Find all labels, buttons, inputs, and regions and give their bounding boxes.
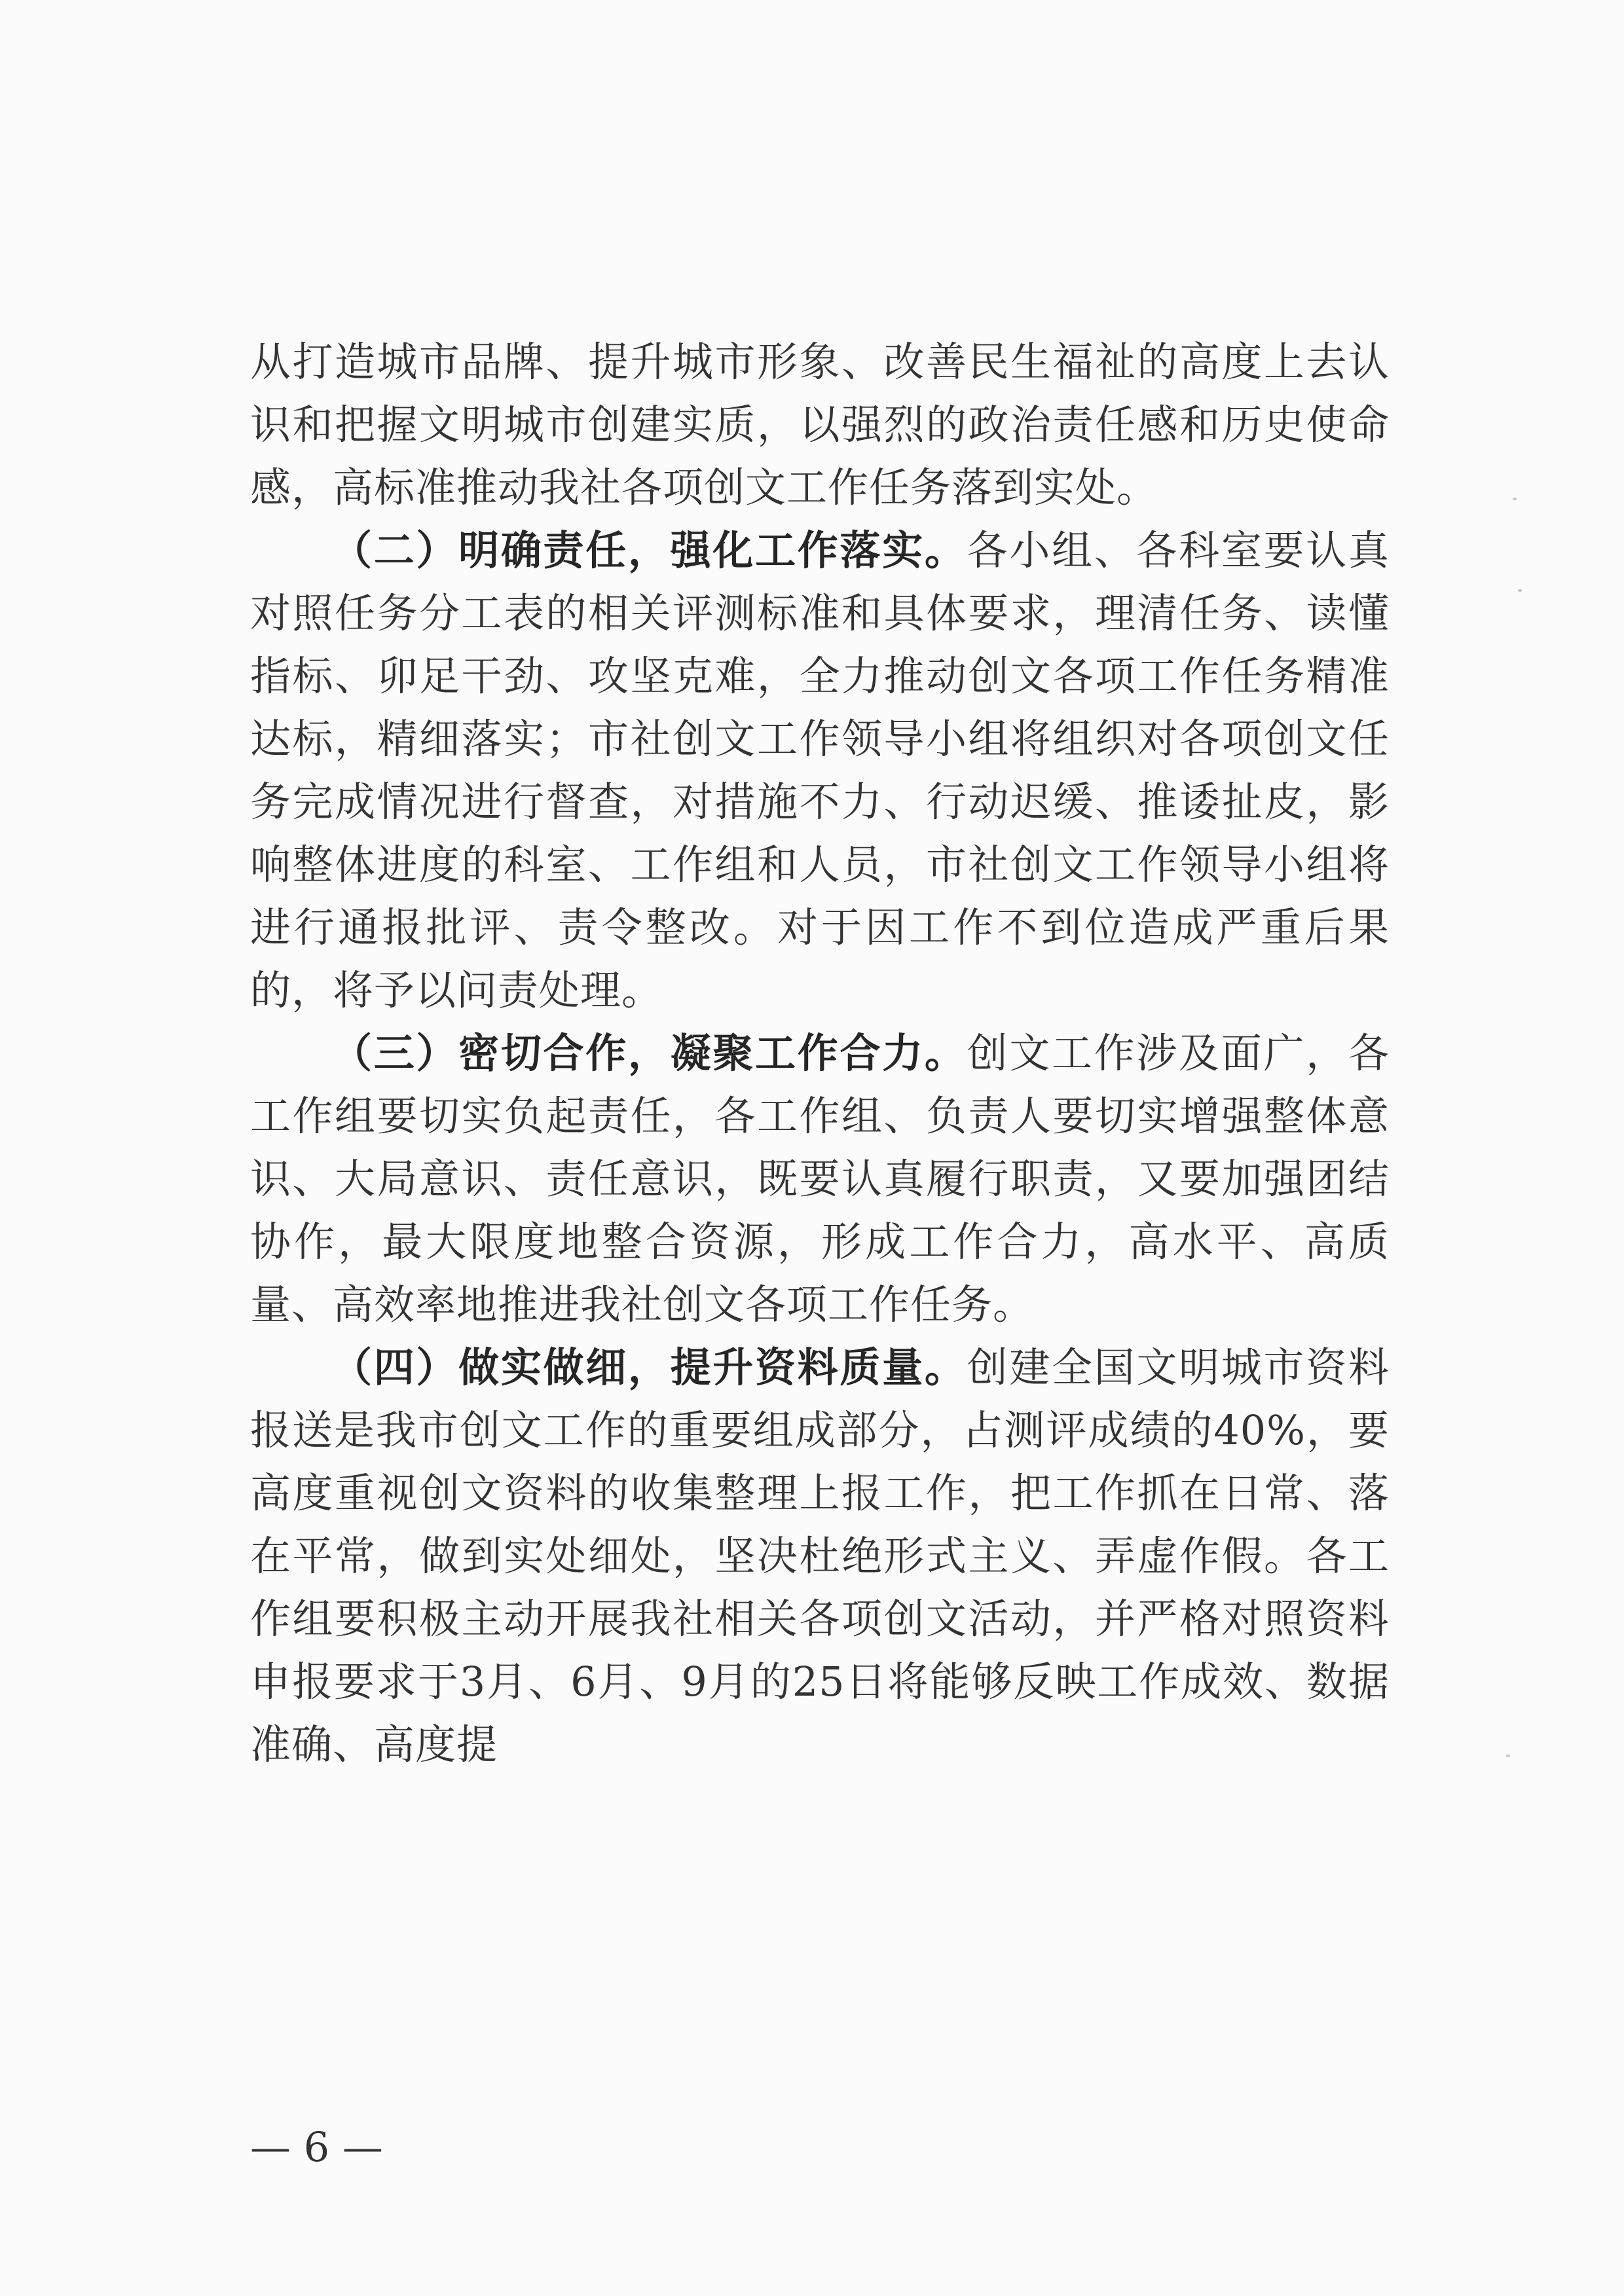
paragraph-text: 各小组、各科室要认真对照任务分工表的相关评测标准和具体要求，理清任务、读懂指标、卯足干劲、攻坚克难，全力推动创文各项工作任务精准达标，精细落实；市社创文工作领导小组将组织对各项创文任务完成情况进行督查，对措施不力、行动迟缓、推诿扯皮，影响整体进度的科室、工作组和人员，市社创文工作领导小组将进行通报批评、责令整改。对于因工作不到位造成严重后果的，将予以问责处理。 — [250, 526, 1390, 1014]
paragraph-section-3 — [250, 1022, 1390, 1336]
paragraph-text: 创文工作涉及面广，各工作组要切实负起责任，各工作组、负责人要切实增强整体意识、大局意识、责任意识，既要认真履行职责，又要加强团结协作，最大限度地整合资源，形成工作合力，高水平、高质量、高效率地推进我社创文各项工作任务。 — [250, 1029, 1390, 1328]
paragraph-section-4 — [250, 1336, 1390, 1776]
section-heading: （四）做实做细，提升资料质量。 — [331, 1343, 967, 1391]
section-heading: （三）密切合作，凝聚工作合力。 — [331, 1029, 967, 1077]
paragraph-section-2 — [250, 519, 1390, 1022]
scan-speck — [1506, 1755, 1510, 1757]
paragraph-continuation — [250, 331, 1390, 519]
paragraph-text: 创建全国文明城市资料报送是我市创文工作的重要组成部分，占测评成绩的40%，要高度重视创文资料的收集整理上报工作，把工作抓在日常、落在平常，做到实处细处，坚决杜绝形式主义、弄虚作假。各工作组要积极主动开展我社相关各项创文活动，并严格对照资料申报要求于3月、6月、9月的25日将能够反映工作成效、数据准确、高度提 — [250, 1343, 1390, 1768]
paragraph-text: 从打造城市品牌、提升城市形象、改善民生福祉的高度上去认识和把握文明城市创建实质，以强烈的政治责任感和历史使命感，高标准推动我社各项创文工作任务落到实处。 — [250, 338, 1390, 511]
body-text — [250, 331, 1390, 1776]
section-heading: （二）明确责任，强化工作落实。 — [331, 526, 967, 574]
scan-speck — [1513, 498, 1517, 500]
page-number: — 6 — — [250, 2123, 383, 2171]
scan-speck — [1518, 589, 1522, 592]
